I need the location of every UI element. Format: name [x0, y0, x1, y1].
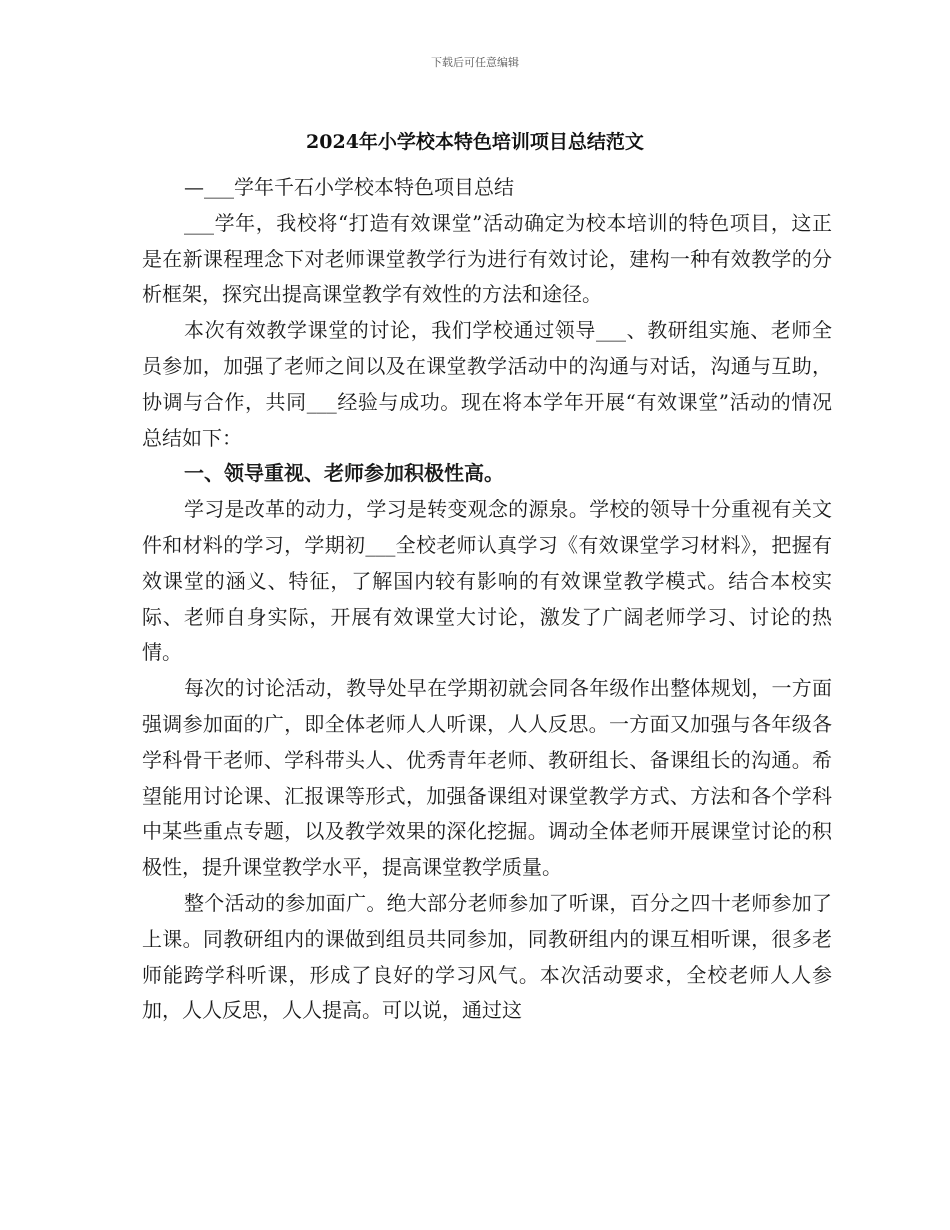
document-title: 2024年小学校本特色培训项目总结范文 — [306, 131, 644, 153]
document-body — [142, 170, 832, 1029]
section-heading: 一、领导重视、老师参加积极性高。 — [184, 461, 504, 486]
paragraph: 学习是改革的动力，学习是转变观念的源泉。学校的领导十分重视有关文件和材料的学习，学期初___全校老师认真学习《有效课堂学习材料》，把握有效课堂的涵义、特征，了解国内较有影响的有效课堂教学模式。结合本校实际、老师自身实际，开展有效课堂大讨论，激发了广阔老师学习、讨论的热情。 — [142, 497, 832, 665]
paragraph-subtitle: —___学年千石小学校本特色项目总结 — [184, 175, 514, 199]
paragraph: 每次的讨论活动，教导处早在学期初就会同各年级作出整体规划，一方面强调参加面的广，即全体老师人人听课，人人反思。一方面又加强与各年级各学科骨干老师、学科带头人、优秀青年老师、教研组长、备课组长的沟通。希望能用讨论课、汇报课等形式，加强备课组对课堂教学方式、方法和各个学科中某些重点专题，以及教学效果的深化挖掘。调动全体老师开展课堂讨论的积极性，提升课堂教学水平，提高课堂教学质量。 — [142, 676, 832, 880]
paragraph: 整个活动的参加面广。绝大部分老师参加了听课，百分之四十老师参加了上课。同教研组内的课做到组员共同参加，同教研组内的课互相听课，很多老师能跨学科听课，形成了良好的学习风气。本次活动要求，全校老师人人参加，人人反思，人人提高。可以说，通过这 — [142, 890, 832, 1023]
paragraph: 本次有效教学课堂的讨论，我们学校通过领导___、教研组实施、老师全员参加，加强了老师之间以及在课堂教学活动中的沟通与对话，沟通与互助，协调与合作，共同___经验与成功。现在将本学年开展“有效课堂”活动的情况总结如下： — [142, 318, 832, 450]
header-note: 下载后可任意编辑 — [431, 56, 519, 69]
paragraph: ___学年，我校将“打造有效课堂”活动确定为校本培训的特色项目，这正是在新课程理念下对老师课堂教学行为进行有效讨论，建构一种有效教学的分析框架，探究出提高课堂教学有效性的方法和途径。 — [142, 210, 832, 307]
